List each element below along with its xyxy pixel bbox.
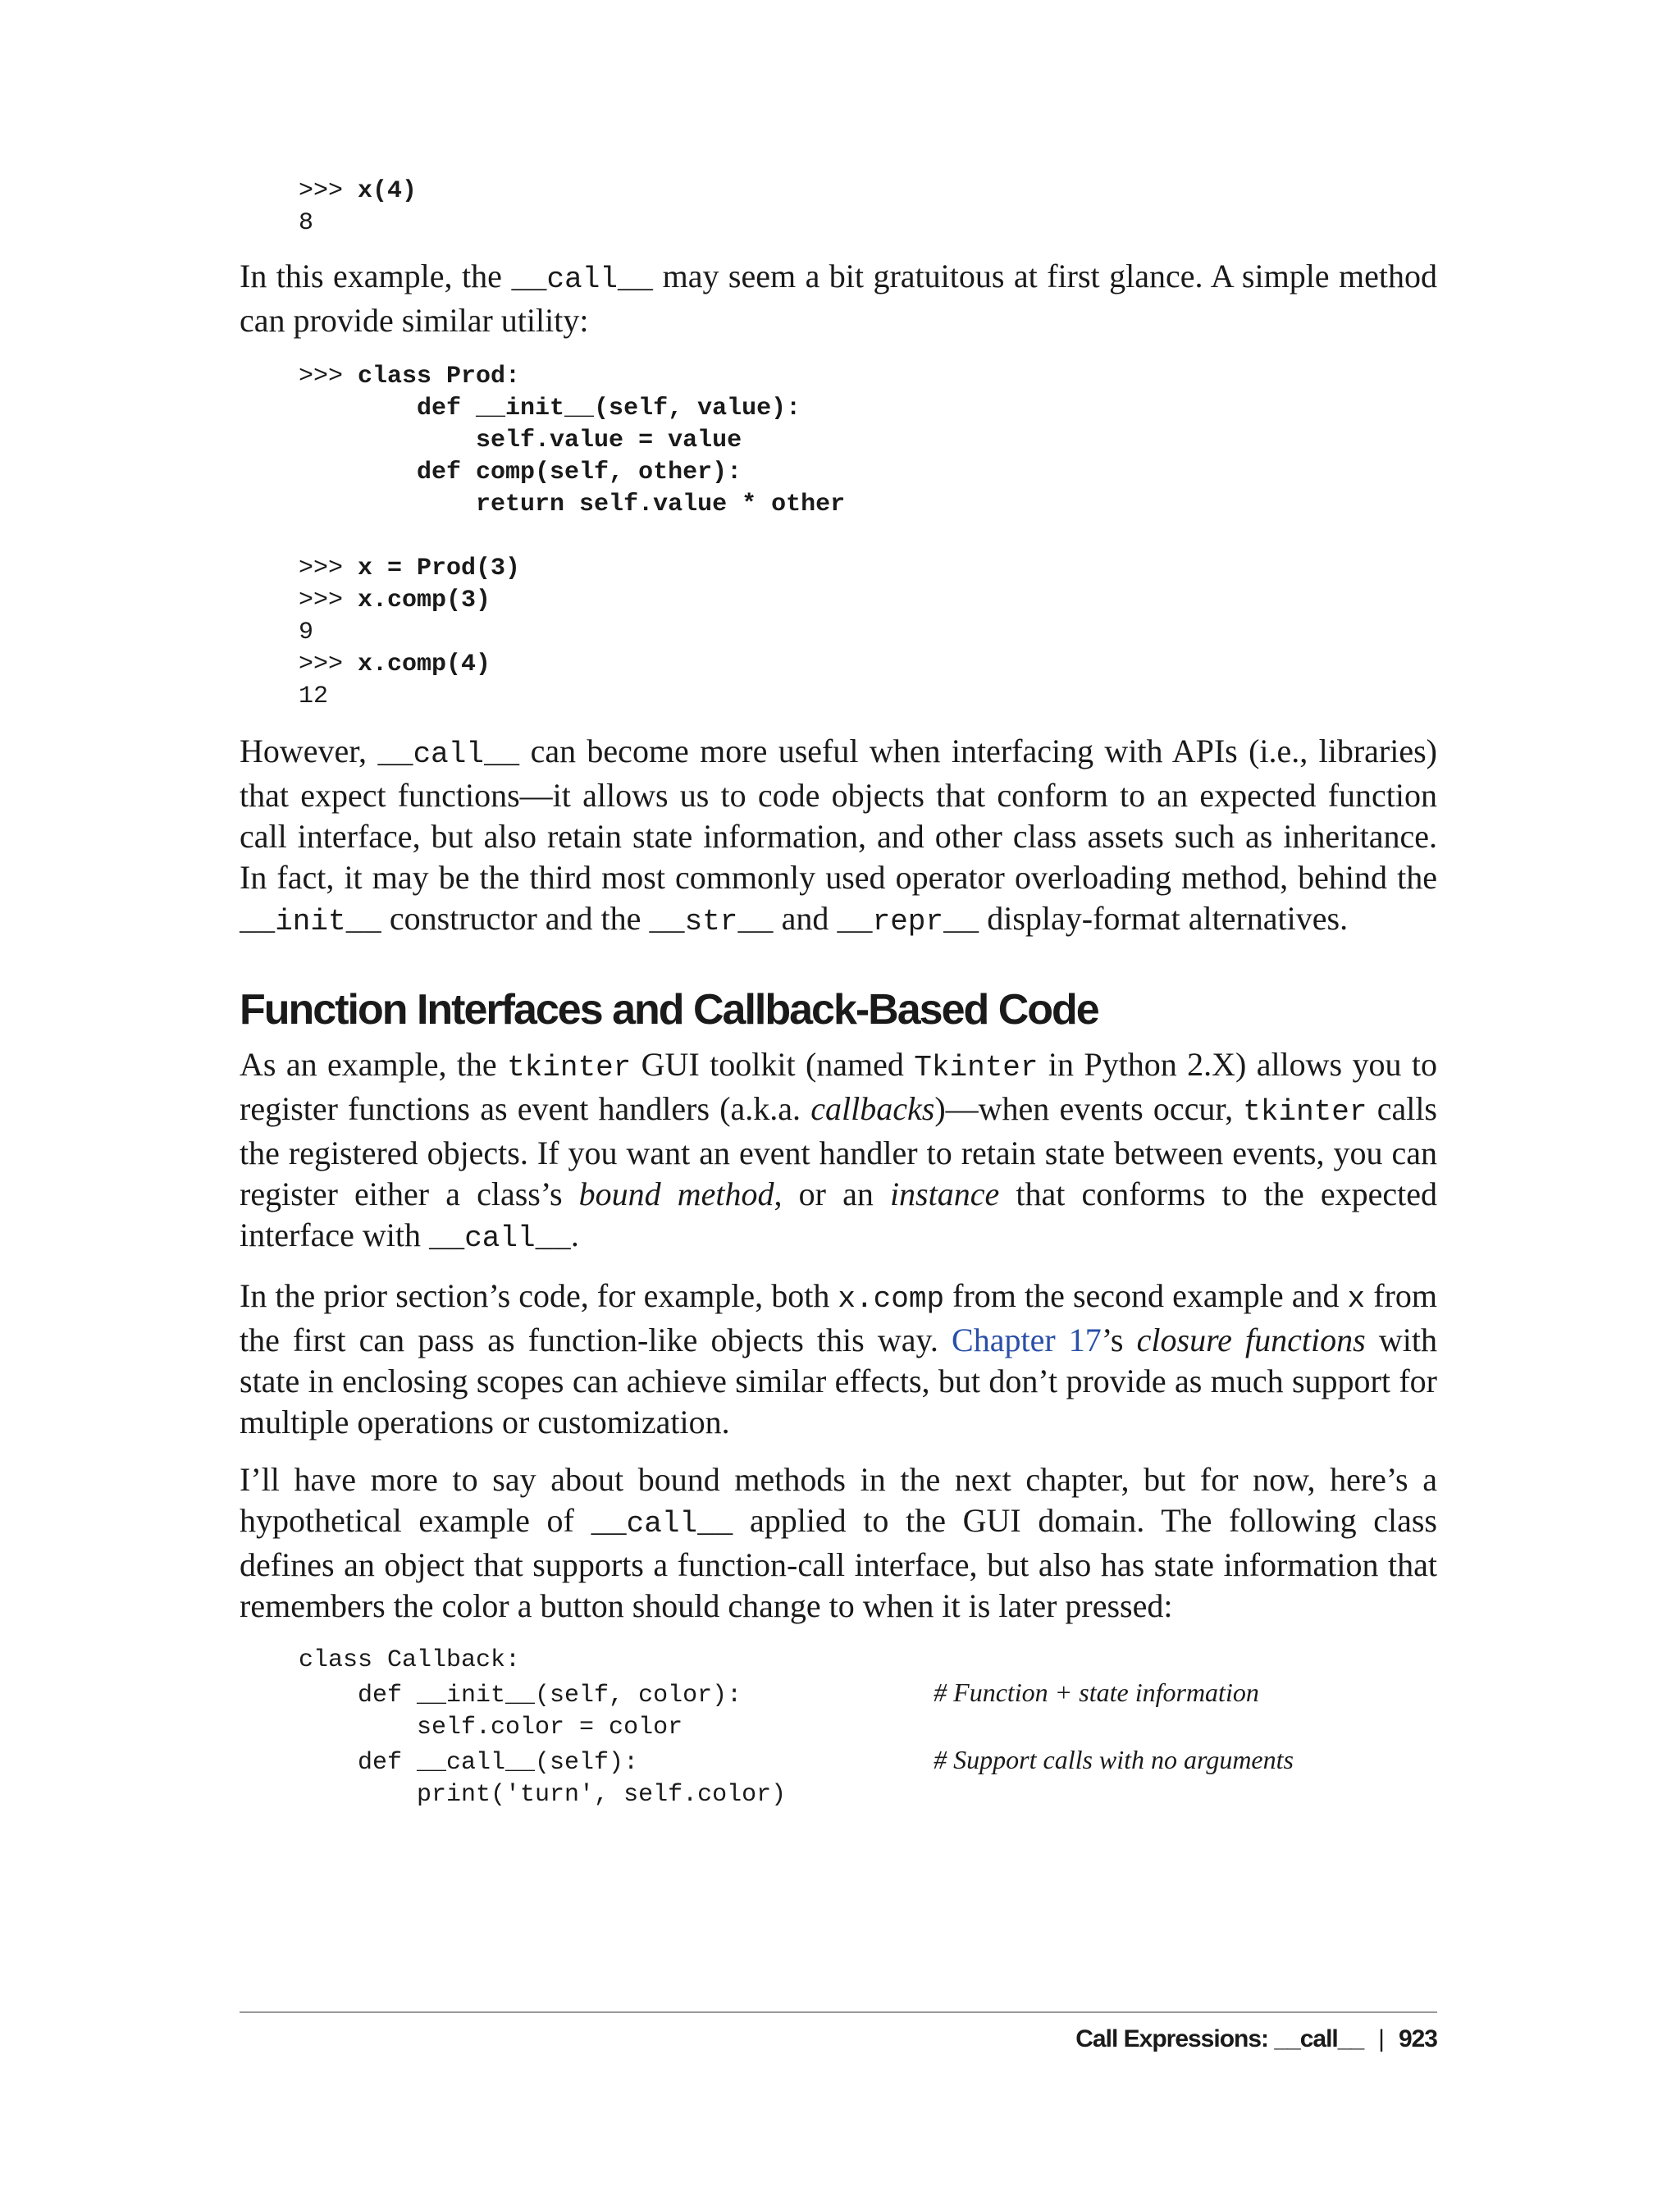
inline-code: __call__ <box>591 1507 733 1541</box>
inline-code: __init__ <box>240 905 381 938</box>
code-prompt: >>> <box>299 555 358 582</box>
text: , or an <box>774 1176 890 1212</box>
text: may seem a bit gratuitous at first glance. A simple method can provide similar utility: <box>240 258 1437 339</box>
code-line <box>299 681 1437 713</box>
code-text: self.color = color <box>299 1714 683 1742</box>
emphasis: bound method <box>578 1176 774 1212</box>
code-line <box>299 176 1437 208</box>
code-text: def __init__(self, value): <box>299 395 801 422</box>
text: from the first can pass as function-like objects this way. <box>240 1277 1438 1358</box>
code-text: self.value = value <box>299 427 742 454</box>
text: with state in enclosing scopes can achieve similar effects, but don’t provide as much support for multiple operations or customization. <box>240 1322 1437 1440</box>
text: However, <box>240 733 378 769</box>
emphasis: callbacks <box>810 1090 935 1127</box>
code-text: def __init__(self, color): <box>299 1682 934 1710</box>
code-block-2 <box>240 361 1437 713</box>
text: )—when events occur, <box>934 1090 1244 1127</box>
code-line <box>299 393 1437 425</box>
footer-separator: | <box>1378 2025 1384 2052</box>
text: and <box>773 900 838 937</box>
text: display-format alternatives. <box>979 900 1349 937</box>
code-text: print('turn', self.color) <box>299 1781 787 1809</box>
emphasis: closure functions <box>1136 1322 1366 1358</box>
code-text: def __call__(self): <box>299 1749 934 1777</box>
inline-code: __repr__ <box>837 905 979 938</box>
text: In this example, the <box>240 258 512 294</box>
code-prompt: >>> <box>299 177 358 205</box>
code-line <box>299 1712 1437 1744</box>
inline-code: x <box>1347 1282 1366 1316</box>
inline-code: __call__ <box>511 262 654 296</box>
paragraph-2 <box>240 731 1437 943</box>
code-text: x(4) <box>358 177 418 205</box>
text: calls the registered objects. If you want an event handler to retain state between events, you can register either a class’s <box>240 1090 1437 1212</box>
text: applied to the GUI domain. The following class defines an object that supports a function-call interface, but also has state information that remembers the color a button should change to when it is later pressed: <box>240 1502 1437 1624</box>
code-line <box>299 617 1437 649</box>
paragraph-5 <box>240 1459 1437 1627</box>
code-output: 8 <box>299 209 314 237</box>
code-line <box>299 585 1437 617</box>
code-line <box>299 489 1437 521</box>
code-line <box>299 208 1437 240</box>
code-line <box>299 553 1437 585</box>
code-line-blank <box>299 521 1437 553</box>
code-line <box>299 425 1437 457</box>
paragraph-1 <box>240 256 1437 341</box>
code-line <box>299 1744 1437 1779</box>
inline-code: __str__ <box>649 905 774 938</box>
inline-code: x.comp <box>838 1282 945 1316</box>
text: can become more useful when interfacing with APIs (i.e., libraries) that expect functions—it allows us to code objects that conform to an expected function call interface, but also retain state information, and other class assets such as inheritance. In fact, it may be the third most commonly used operator overloading method, behind the <box>240 733 1438 896</box>
inline-code: tkinter <box>1243 1095 1367 1129</box>
code-line <box>299 1677 1437 1712</box>
code-block-1 <box>240 176 1437 240</box>
code-output: 9 <box>299 619 314 646</box>
paragraph-3 <box>240 1044 1437 1259</box>
code-text: class Prod: <box>358 363 521 390</box>
inline-code: tkinter <box>507 1051 632 1084</box>
code-text: class Callback: <box>299 1646 521 1674</box>
code-prompt: >>> <box>299 363 358 390</box>
footer-divider <box>240 2011 1437 2013</box>
text: In the prior section’s code, for example, both <box>240 1277 838 1314</box>
page-content <box>240 176 1437 1811</box>
inline-code: __call__ <box>429 1221 571 1255</box>
code-comment: # Function + state information <box>934 1678 1259 1707</box>
page-number: 923 <box>1398 2025 1437 2052</box>
text: from the second example and <box>944 1277 1348 1314</box>
code-prompt: >>> <box>299 651 358 678</box>
code-text: return self.value * other <box>299 491 846 518</box>
code-text: def comp(self, other): <box>299 459 742 486</box>
code-line <box>299 649 1437 681</box>
text: GUI toolkit (named <box>631 1046 915 1083</box>
code-line <box>299 1645 1437 1677</box>
code-text: x = Prod(3) <box>358 555 521 582</box>
page-footer <box>1075 2023 1437 2056</box>
code-line <box>299 457 1437 489</box>
section-heading: Function Interfaces and Callback-Based Code <box>240 986 1098 1034</box>
text: constructor and the <box>381 900 650 937</box>
text: in Python 2.X) allows you to register functions as event handlers (a.k.a. <box>240 1046 1437 1127</box>
code-block-3 <box>240 1645 1437 1811</box>
code-line <box>299 361 1437 393</box>
text: I’ll have more to say about bound methods in the next chapter, but for now, here’s a hypothetical example of <box>240 1461 1437 1539</box>
code-text: x.comp(4) <box>358 651 491 678</box>
code-text: x.comp(3) <box>358 587 491 614</box>
emphasis: instance <box>889 1176 1000 1212</box>
text: . <box>570 1217 579 1253</box>
code-prompt: >>> <box>299 587 358 614</box>
chapter-link[interactable]: Chapter 17 <box>952 1322 1102 1358</box>
text: that conforms to the expected interface with <box>240 1176 1437 1253</box>
paragraph-4 <box>240 1276 1437 1443</box>
text: As an example, the <box>240 1046 508 1083</box>
running-head: Call Expressions: __call__ <box>1075 2025 1364 2052</box>
text: ’s <box>1101 1322 1137 1358</box>
inline-code: __call__ <box>377 737 520 771</box>
code-line <box>299 1779 1437 1811</box>
code-comment: # Support calls with no arguments <box>934 1745 1294 1774</box>
inline-code: Tkinter <box>914 1051 1039 1084</box>
code-output: 12 <box>299 682 329 710</box>
